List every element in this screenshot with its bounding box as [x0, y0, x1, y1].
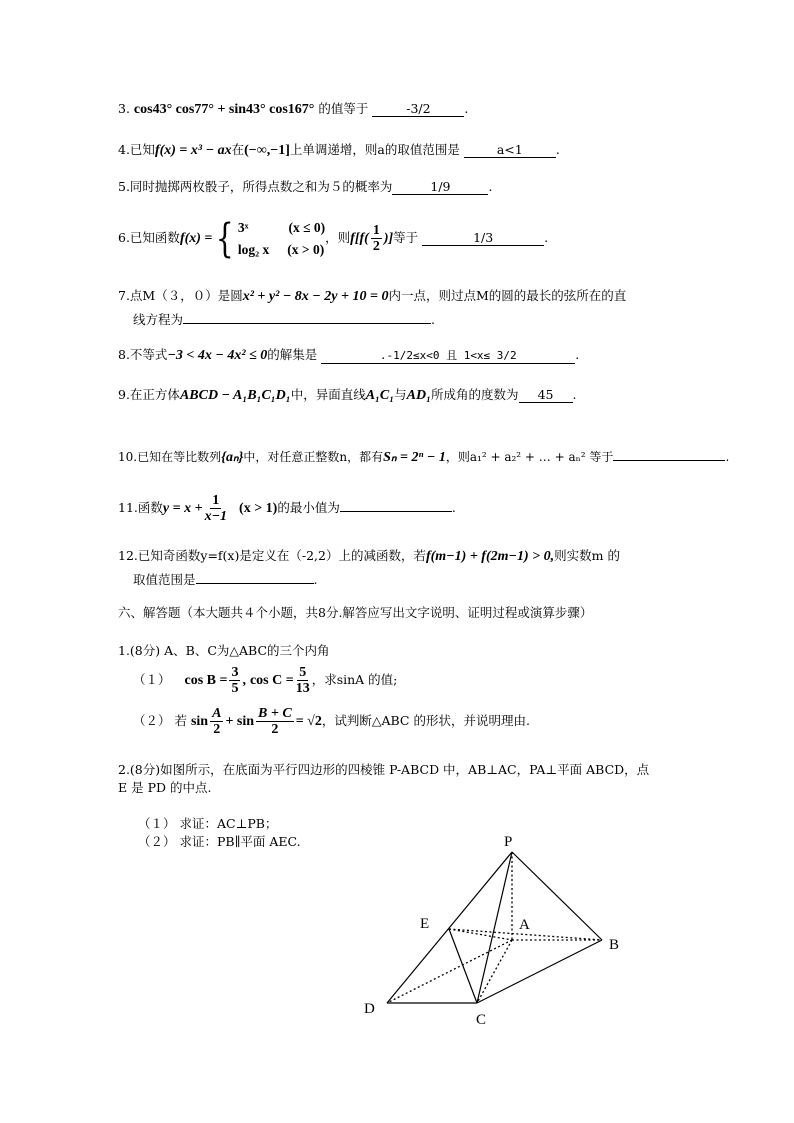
label-D: D — [364, 1001, 375, 1017]
label-B: B — [609, 937, 620, 953]
math-expression: Sₙ = 2ⁿ − 1 — [383, 450, 446, 465]
question-2-part2: （２） 求证：PB∥平面 AEC. — [138, 834, 301, 849]
edge-EC — [449, 929, 477, 1003]
problem-12-line2: 取值范围是 . — [133, 569, 318, 589]
math-expression: (−∞,−1] — [244, 143, 290, 158]
piecewise-cases: 3ˣ (x ≤ 0) log₂ x (x > 0) — [237, 219, 326, 257]
left-brace: { — [216, 215, 235, 262]
label-E: E — [420, 916, 430, 932]
math-expression: f(x) = — [179, 231, 213, 246]
problem-text: 5.同时抛掷两枚骰子，所得点数之和为５的概率为 — [118, 179, 393, 194]
math-expression: {aₙ} — [221, 450, 244, 465]
edge-PD — [387, 852, 512, 1003]
problem-text: 的值等于 — [318, 101, 369, 116]
problem-6: 6.已知函数f(x) ={ 3ˣ (x ≤ 0) log₂ x (x > 0) ，则f[f( $\frac{1}{2}$ )]等于 1/3 . — [118, 215, 549, 262]
problem-4: 4.已知f(x) = x³ − ax在(−∞,−1]上单调递增，则a的取值范围是 a<1 . — [118, 142, 560, 158]
fraction: $\frac{1}{x-1}$ — [204, 493, 228, 524]
math-expression: f(m−1) + f(2m−1) > 0, — [425, 549, 555, 564]
fraction: $\frac{5}{13}$ — [295, 665, 310, 696]
answer-blank[interactable]: a<1 — [464, 143, 556, 158]
fraction: $\frac{3}{5}$ — [231, 665, 239, 696]
answer-blank[interactable]: 1/3 — [422, 231, 544, 246]
problem-7-line2: 线方程为 . — [133, 309, 435, 329]
problem-number: 3. — [118, 101, 130, 116]
answer-blank[interactable]: .-1/2≤x<0 且 1<x≤ 3/2 — [321, 349, 575, 364]
label-C: C — [476, 1012, 487, 1028]
math-expression: x² + y² − 8x − 2y + 10 = 0 — [242, 289, 389, 304]
question-2-intro: 2.(8分)如图所示，在底面为平行四边形的四棱锥 P-ABCD 中，AB⊥AC，PA⊥平面 ABCD，点 — [118, 762, 650, 777]
problem-5: 5.同时抛掷两枚骰子，所得点数之和为５的概率为 1/9 . — [118, 179, 493, 194]
math-expression: −3 < 4x − 4x² ≤ 0 — [167, 348, 268, 363]
question-1-part1: （１） cos B = $\frac{3}{5}$ , cos C = $\frac{5}{13}$ ，求sinA 的值; — [133, 665, 398, 696]
question-1-part2: （２） 若 sin $\frac{A}{2}$ + sin $\frac{B + C}{2}$ = √2，试判断△ABC 的形状，并说明理由. — [133, 706, 530, 737]
problem-3: 3. cos43° cos77° + sin43° cos167° 的值等于 -3/2 . — [118, 101, 469, 117]
edge-AD — [387, 940, 512, 1003]
question-1-intro: 1.(8分) A、B、C为△ABC的三个内角 — [118, 643, 330, 658]
fraction: $\frac{B + C}{2}$ — [258, 706, 292, 737]
math-expression: y = x + — [162, 501, 203, 516]
problem-11: 11.函数y = x + $\frac{1}{x-1}$ (x > 1)的最小值为 . — [118, 493, 456, 524]
problem-7: 7.点M（３，０）是圆x² + y² − 8x − 2y + 10 = 0内一点，则过点M的圆的最长的弦所在的直 — [118, 288, 627, 304]
edge-PC — [477, 852, 512, 1003]
problem-12: 12.已知奇函数y=f(x)是定义在（-2,2）上的减函数，若f(m−1) + f(2m−1) > 0,则实数m 的 — [118, 548, 620, 564]
answer-blank[interactable]: 1/9 — [392, 180, 488, 195]
problem-9: 9.在正方体ABCD − A₁B₁C₁D₁中，异面直线A₁C₁与AD₁所成角的度数为 45 . — [118, 387, 577, 403]
question-2-part1: （１） 求证：AC⊥PB； — [138, 816, 278, 831]
fraction: $\frac{1}{2}$ — [372, 223, 380, 254]
fraction: $\frac{A}{2}$ — [212, 706, 222, 737]
question-2-intro-line2: E 是 PD 的中点. — [118, 780, 212, 795]
answer-blank[interactable]: -3/2 — [372, 102, 464, 117]
math-expression: ABCD − A₁B₁C₁D₁ — [179, 388, 291, 403]
math-expression: cos43° cos77° + sin43° cos167° — [133, 102, 315, 117]
edge-CB — [477, 940, 602, 1003]
problem-8: 8.不等式−3 < 4x − 4x² ≤ 0的解集是 .-1/2≤x<0 且 1<x≤ 3/2 . — [118, 347, 580, 363]
label-A: A — [519, 917, 530, 933]
section-heading: 六、解答题（本大题共４个小题，共8分.解答应写出文字说明、证明过程或演算步骤） — [118, 605, 593, 620]
label-P: P — [504, 834, 513, 850]
problem-10: 10.已知在等比数列{aₙ}中，对任意正整数n，都有Sₙ = 2ⁿ − 1，则a₁² + a₂² + … + aₙ² 等于 . — [118, 446, 729, 467]
math-expression: f(x) = x³ − ax — [154, 143, 232, 158]
answer-blank[interactable]: 45 — [519, 388, 573, 403]
